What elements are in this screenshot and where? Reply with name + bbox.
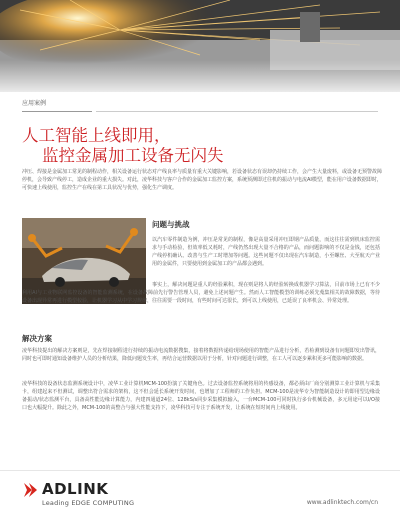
footer-divider [0, 470, 400, 471]
header-rule [96, 111, 378, 112]
solution-paragraph-1: 凌华科技提出的解决方案则是，先在焊接制程进行持续的振动电流数据搜集，接着将数据传递给现场使用的智能产品进行分析，若检测到设备有问题即发出警讯，同时也可即时通知设备维护人员的分析结果，降低问题发生率，再结合运营数据以用于分析，针对问题进行调整，在工人可以逐步累积更多可能影响的数据。 [22, 348, 380, 362]
solution-title: 解决方案 [22, 334, 52, 343]
challenge-title: 问题与挑战 [152, 220, 190, 229]
intro-paragraph: 冲压、焊接是金属加工常见的制程动作，相关设备运行状态对产线良率与质量有重大关键影响，若设备状态有误却仍持续工作，会产生大量废料，或设备无预警故障停机，会导致产线停工，造成企业的重大损失。对此，凌华科技与客户合作的金属加工监控方案，系统预测即过往机的振动与电流AI模型，能在用户设备数据即时，可快速上线使用，监控生产在线在第工具状况与优势，强化生产调度。 [22, 169, 383, 191]
title-line-2: 监控金属加工设备无闪失 [42, 146, 224, 165]
hero-image [0, 0, 400, 92]
brand-tagline: Leading EDGE COMPUTING [42, 499, 135, 507]
solution-paragraph-2: 凌华科技的设备状态监测系统设计中，凌华工业计算机MCM-100扮演了关键角色。过去设备监控系统将用的传感设备，都必须由厂商分别测算工业计算机与采集卡，组建起来不但测试，调整出符合需求的架构，这不但会延长系统开发时间，也增加了工程师的工作负担。MCM-100是凌华专为智能制造设计的即用型边缘设备振动/状态监测平台，具备高性能边缘计算能力，内建四通道24位、128kS/s同步采集模拟输入，一台MCM-100可同时执行多台机械设备，多元用途可以I/O接口也大幅提升。除此之外，MCM-100的高整合与强大性能支持下，凌华科技可专注于系统开发，让系统在短时间内上线使用。 [22, 381, 380, 411]
website-link[interactable]: www.adlinktech.com/cn [306, 499, 378, 506]
adlink-mark-icon [22, 481, 40, 499]
adlink-logo[interactable] [22, 480, 142, 510]
challenge-paragraph-2: 事实上，解决问题是重人的经验累积，现在则是将人的经验转换成机器学习算法，目前市场上已有不少利用AI与工业物联网监控设备的智能监测系统，在设备故障前先行警告管理人员，避免上述问题产生。然而人工智能模型的训练必须先蒐集相关的故障数据，等待设备出现异常再进行模型校验，让机器学习从中学习规律，往往需要一段时间，有些时间可达很长，到可以上线使用，已延误了良率机会、异常处理。 [22, 282, 380, 304]
page-title [22, 126, 342, 166]
brand-name: ADLINK [42, 480, 109, 498]
category-label: 应用案例 [22, 100, 47, 107]
challenge-paragraph-1: 以汽车零件制造为例，冲压是常见的制程，像是高量采用冲压即钢产品质量，而这往往需到机床监控需求与手动检验，但效率低又耗时，产线仍然出现大量不合格的产品，而问题影响的不仅是金钱，还包括产线停机确认、改善与生产工时增加等问题。这些问题不仅出现在汽车制造，小至螺丝、大至航天产业用的金属件，只要使用到金属加工的产品都会遇到。 [152, 237, 380, 267]
header-rule-accent [22, 111, 92, 112]
title-line-1: 人工智能上线即用， [22, 126, 171, 145]
hero-fade [0, 60, 400, 92]
